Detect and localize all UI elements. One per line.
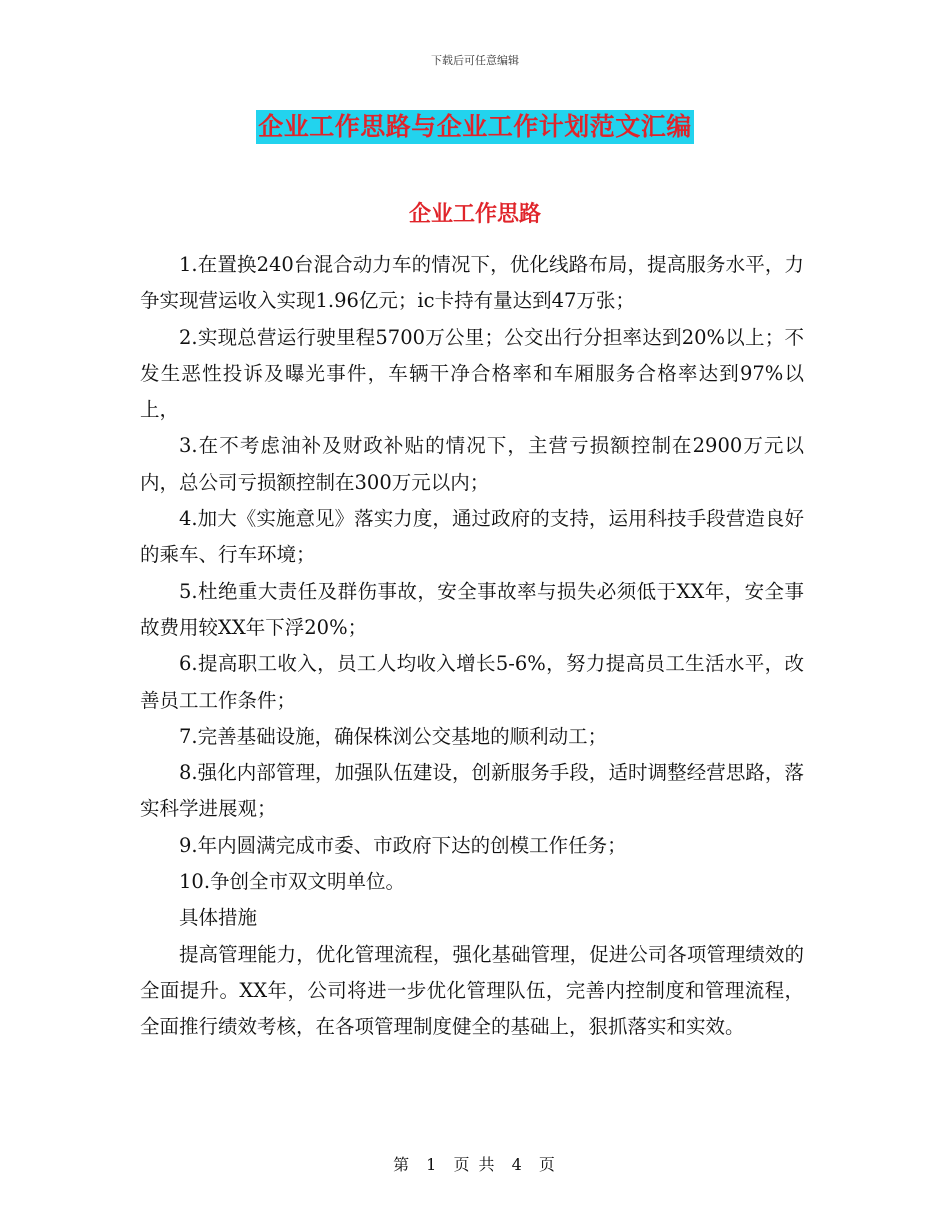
title-wrap: [0, 110, 950, 144]
section-heading: 企业工作思路: [408, 202, 541, 227]
total-pages: 4: [511, 1155, 524, 1174]
paragraph-10: 10.争创全市双文明单位。: [179, 870, 406, 894]
body-text: [140, 247, 804, 1046]
paragraph-6: 6.提高职工收入，员工人均收入增长5-6%，努力提高员工生活水平，改善员工工作条件；: [140, 652, 804, 712]
paragraph-measures: 提高管理能力，优化管理流程，强化基础管理，促进公司各项管理绩效的全面提升。XX年，公司将进一步优化管理队伍，完善内控制度和管理流程，全面推行绩效考核，在各项管理制度健全的基础上，狠抓落实和实效。: [140, 942, 804, 1039]
paragraph-8: 8.强化内部管理，加强队伍建设，创新服务手段，适时调整经营思路，落实科学进展观；: [140, 761, 804, 821]
paragraph-3: 3.在不考虑油补及财政补贴的情况下，主营亏损额控制在2900万元以内，总公司亏损额控制在300万元以内；: [140, 434, 804, 494]
page-number: 1: [426, 1155, 439, 1174]
paragraph-1: 1.在置换240台混合动力车的情况下，优化线路布局，提高服务水平，力争实现营运收入实现1.96亿元；ic卡持有量达到47万张；: [140, 253, 804, 313]
footer-suffix: 页: [538, 1155, 557, 1174]
footer-middle: 页 共: [453, 1155, 497, 1174]
paragraph-7: 7.完善基础设施，确保株浏公交基地的顺利动工；: [179, 724, 608, 748]
paragraph-9: 9.年内圆满完成市委、市政府下达的创模工作任务；: [179, 833, 627, 857]
subheading-measures: 具体措施: [179, 906, 258, 930]
paragraph-2: 2.实现总营运行驶里程5700万公里；公交出行分担率达到20%以上；不发生恶性投诉及曝光事件，车辆干净合格率和车厢服务合格率达到97%以上，: [140, 325, 804, 422]
paragraph-5: 5.杜绝重大责任及群伤事故，安全事故率与损失必须低于XX年，安全事故费用较XX年下浮20%；: [140, 579, 804, 639]
page-footer: [0, 1152, 950, 1175]
footer-prefix: 第: [393, 1155, 412, 1174]
document-title: 企业工作思路与企业工作计划范文汇编: [256, 110, 694, 144]
paragraph-4: 4.加大《实施意见》落实力度，通过政府的支持，运用科技手段营造良好的乘车、行车环境；: [140, 507, 804, 567]
header-note: 下载后可任意编辑: [431, 54, 519, 67]
